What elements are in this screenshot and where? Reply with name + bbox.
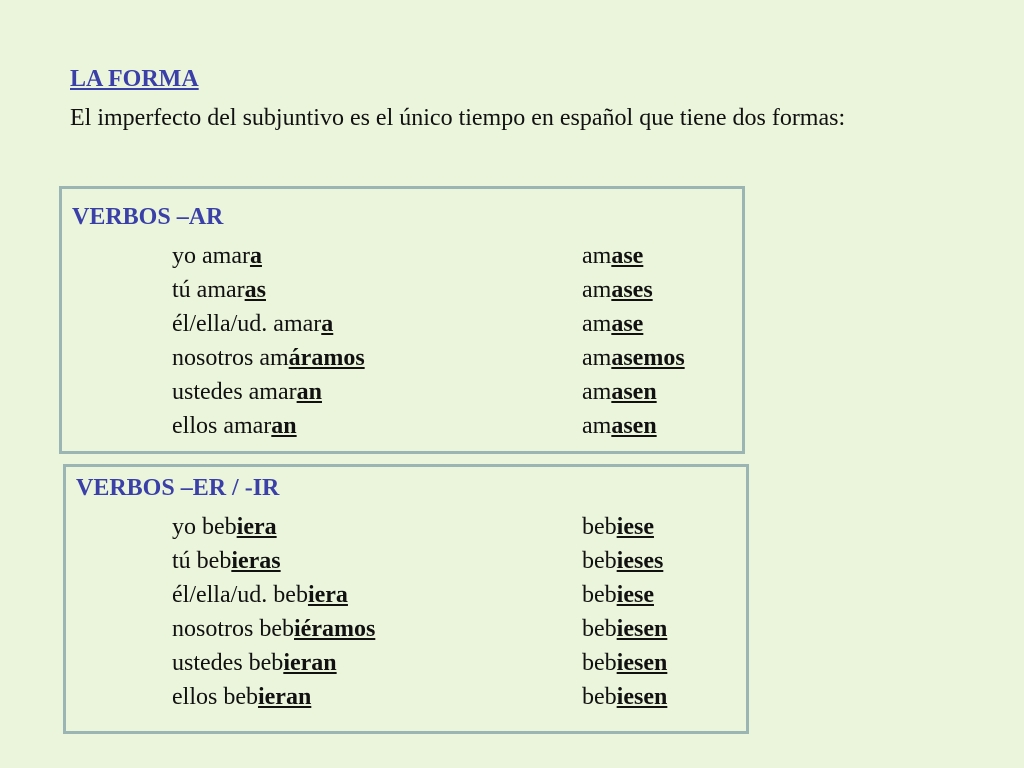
ar-conjugation-list — [62, 239, 742, 443]
se-form — [582, 680, 667, 714]
ra-form — [172, 510, 277, 544]
form-ending: ieran — [257, 684, 312, 710]
form-ending: ieses — [616, 548, 664, 574]
form-stem: ellos beb — [172, 684, 258, 710]
ra-form — [172, 578, 348, 612]
se-form — [582, 239, 643, 273]
form-ending: iese — [616, 582, 654, 608]
form-stem: beb — [582, 548, 617, 574]
form-stem: ellos amar — [172, 413, 272, 439]
intro-paragraph: El imperfecto del subjuntivo es el único tiempo en español que tiene dos formas: — [70, 105, 846, 131]
ra-form — [172, 409, 297, 443]
form-ending: an — [271, 413, 297, 439]
form-ending: ieran — [283, 650, 337, 676]
conjugation-row — [62, 273, 742, 307]
form-stem: beb — [582, 514, 617, 540]
form-stem: él/ella/ud. amar — [172, 311, 322, 337]
ra-form — [172, 239, 262, 273]
conjugation-row — [66, 612, 746, 646]
form-stem: am — [582, 311, 612, 337]
form-ending: iesen — [616, 650, 668, 676]
se-form — [582, 273, 653, 307]
form-ending: iesen — [616, 616, 668, 642]
form-stem: am — [582, 243, 612, 269]
conjugation-row — [66, 646, 746, 680]
form-ending: ieras — [231, 548, 281, 574]
form-stem: am — [582, 379, 612, 405]
er-ir-verbs-box — [63, 464, 749, 734]
conjugation-row — [62, 341, 742, 375]
ra-form — [172, 273, 266, 307]
form-ending: ase — [611, 243, 644, 269]
ar-verbs-title: VERBOS –AR — [72, 204, 224, 230]
form-stem: tú amar — [172, 277, 245, 303]
form-ending: iéramos — [294, 616, 376, 642]
conjugation-row — [62, 307, 742, 341]
form-stem: am — [582, 413, 612, 439]
form-stem: beb — [582, 684, 617, 710]
ra-form — [172, 341, 365, 375]
form-ending: iera — [307, 582, 348, 608]
se-form — [582, 646, 667, 680]
conjugation-row — [62, 375, 742, 409]
ra-form — [172, 544, 281, 578]
ra-form — [172, 646, 337, 680]
form-stem: tú beb — [172, 548, 232, 574]
ra-form — [172, 307, 333, 341]
ra-form — [172, 612, 375, 646]
form-stem: nosotros am — [172, 345, 289, 371]
conjugation-row — [66, 544, 746, 578]
form-stem: beb — [582, 616, 617, 642]
form-ending: as — [244, 277, 266, 303]
form-stem: am — [582, 277, 612, 303]
form-ending: a — [321, 311, 334, 337]
form-ending: iera — [236, 514, 277, 540]
form-stem: yo beb — [172, 514, 237, 540]
se-form — [582, 409, 657, 443]
section-heading: LA FORMA — [70, 66, 199, 92]
er-ir-verbs-title: VERBOS –ER / -IR — [76, 475, 280, 501]
form-ending: an — [296, 379, 322, 405]
se-form — [582, 307, 643, 341]
form-stem: beb — [582, 650, 617, 676]
se-form — [582, 578, 654, 612]
form-stem: yo amar — [172, 243, 250, 269]
form-stem: él/ella/ud. beb — [172, 582, 308, 608]
form-ending: asemos — [611, 345, 685, 371]
form-stem: beb — [582, 582, 617, 608]
form-ending: áramos — [288, 345, 365, 371]
conjugation-row — [66, 680, 746, 714]
se-form — [582, 510, 654, 544]
form-ending: ase — [611, 311, 644, 337]
conjugation-row — [66, 510, 746, 544]
form-ending: asen — [611, 379, 657, 405]
conjugation-row — [66, 578, 746, 612]
form-ending: a — [249, 243, 262, 269]
form-stem: nosotros beb — [172, 616, 294, 642]
se-form — [582, 375, 657, 409]
se-form — [582, 612, 667, 646]
form-stem: ustedes beb — [172, 650, 284, 676]
se-form — [582, 544, 663, 578]
form-ending: ases — [611, 277, 653, 303]
form-ending: iese — [616, 514, 654, 540]
ra-form — [172, 680, 311, 714]
se-form — [582, 341, 685, 375]
form-ending: iesen — [616, 684, 668, 710]
ar-verbs-box — [59, 186, 745, 454]
er-ir-conjugation-list — [66, 510, 746, 714]
conjugation-row — [62, 239, 742, 273]
ra-form — [172, 375, 322, 409]
form-stem: ustedes amar — [172, 379, 297, 405]
form-stem: am — [582, 345, 612, 371]
form-ending: asen — [611, 413, 657, 439]
conjugation-row — [62, 409, 742, 443]
